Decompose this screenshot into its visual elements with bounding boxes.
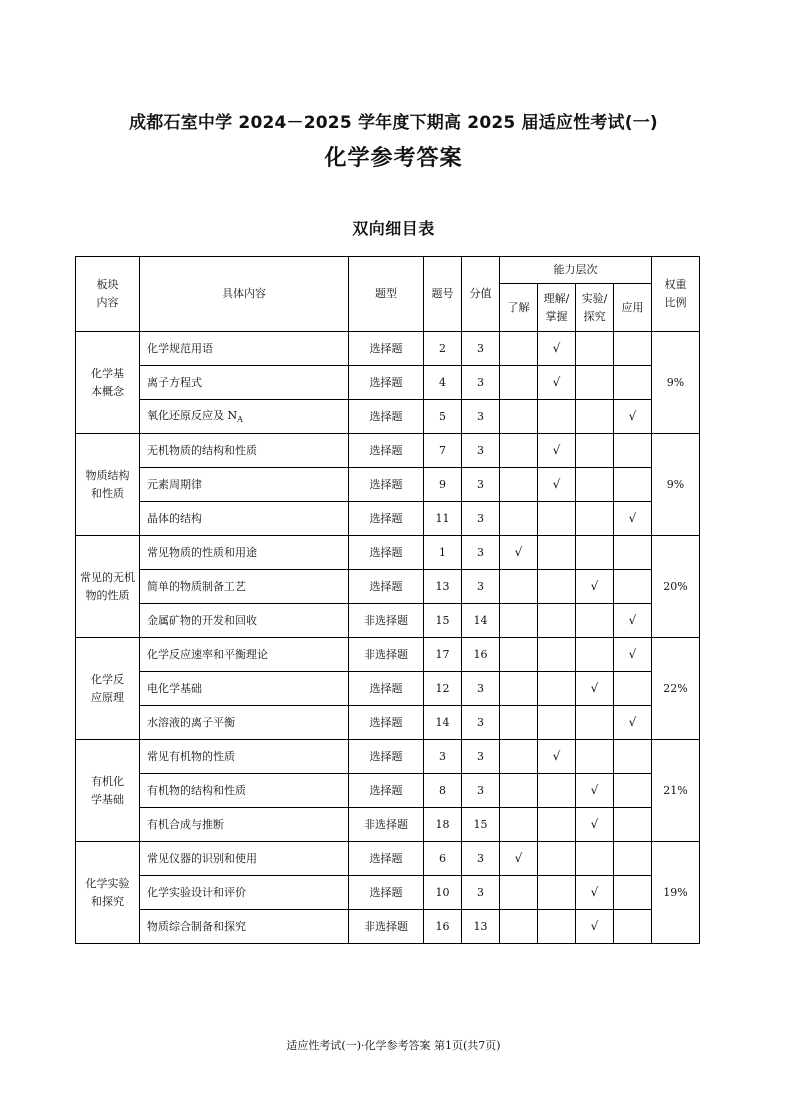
content-text: 常见仪器的识别和使用 [147, 851, 257, 865]
number-cell: 10 [424, 876, 462, 910]
level-cell [614, 808, 652, 842]
check-icon: √ [590, 782, 599, 797]
check-icon: √ [628, 612, 637, 627]
content-text: 简单的物质制备工艺 [147, 579, 246, 593]
number-cell: 13 [424, 570, 462, 604]
level-cell [576, 570, 614, 604]
check-icon: √ [552, 374, 561, 389]
table-body [76, 332, 700, 944]
weight-cell: 9% [652, 332, 700, 434]
number-cell: 17 [424, 638, 462, 672]
level-cell [614, 604, 652, 638]
level-cell [538, 910, 576, 944]
score-cell: 3 [462, 536, 500, 570]
level-cell [576, 468, 614, 502]
header-score: 分值 [462, 257, 500, 332]
weight-cell: 22% [652, 638, 700, 740]
table-row [76, 536, 700, 570]
content-text: 化学实验设计和评价 [147, 885, 246, 899]
level-cell [576, 706, 614, 740]
content-cell [140, 604, 349, 638]
level-cell [576, 400, 614, 434]
specification-table [75, 256, 700, 944]
content-text: 无机物质的结构和性质 [147, 443, 257, 457]
level-cell [500, 400, 538, 434]
number-cell: 7 [424, 434, 462, 468]
type-cell: 选择题 [349, 434, 424, 468]
table-row [76, 604, 700, 638]
level-cell [576, 910, 614, 944]
content-text: 元素周期律 [147, 477, 202, 491]
level-cell [538, 332, 576, 366]
level-cell [576, 604, 614, 638]
level-cell [576, 638, 614, 672]
type-cell: 非选择题 [349, 910, 424, 944]
content-cell [140, 332, 349, 366]
score-cell: 3 [462, 672, 500, 706]
check-icon: √ [552, 340, 561, 355]
level-cell [538, 638, 576, 672]
content-text: 物质综合制备和探究 [147, 919, 246, 933]
content-text: 化学反应速率和平衡理论 [147, 647, 268, 661]
check-icon: √ [552, 476, 561, 491]
score-cell: 14 [462, 604, 500, 638]
type-cell: 非选择题 [349, 638, 424, 672]
score-cell: 3 [462, 570, 500, 604]
type-cell: 选择题 [349, 740, 424, 774]
type-cell: 选择题 [349, 774, 424, 808]
header-level-master: 理解/ 掌握 [538, 284, 576, 332]
number-cell: 6 [424, 842, 462, 876]
content-cell [140, 468, 349, 502]
level-cell [614, 672, 652, 706]
score-cell: 3 [462, 876, 500, 910]
level-cell [538, 808, 576, 842]
level-cell [576, 536, 614, 570]
level-cell [614, 910, 652, 944]
level-cell [614, 332, 652, 366]
table-row [76, 740, 700, 774]
number-cell: 11 [424, 502, 462, 536]
table-row [76, 638, 700, 672]
check-icon: √ [590, 816, 599, 831]
level-cell [614, 400, 652, 434]
check-icon: √ [590, 680, 599, 695]
block-cell: 化学实验 和探究 [76, 842, 140, 944]
block-cell: 物质结构 和性质 [76, 434, 140, 536]
score-cell: 3 [462, 332, 500, 366]
number-cell: 5 [424, 400, 462, 434]
content-cell [140, 536, 349, 570]
level-cell [576, 842, 614, 876]
level-cell [576, 502, 614, 536]
check-icon: √ [628, 646, 637, 661]
content-text: 晶体的结构 [147, 511, 202, 525]
level-cell [576, 672, 614, 706]
level-cell [614, 536, 652, 570]
score-cell: 3 [462, 400, 500, 434]
check-icon: √ [590, 918, 599, 933]
type-cell: 选择题 [349, 570, 424, 604]
level-cell [614, 842, 652, 876]
level-cell [538, 502, 576, 536]
table-row [76, 434, 700, 468]
header-number: 题号 [424, 257, 462, 332]
content-cell [140, 434, 349, 468]
type-cell: 选择题 [349, 468, 424, 502]
level-cell [614, 706, 652, 740]
header-content: 具体内容 [140, 257, 349, 332]
level-cell [500, 638, 538, 672]
score-cell: 3 [462, 468, 500, 502]
exam-title: 成都石室中学 2024－2025 学年度下期高 2025 届适应性考试(一) [129, 113, 658, 133]
content-cell [140, 638, 349, 672]
number-cell: 3 [424, 740, 462, 774]
content-text: 有机物的结构和性质 [147, 783, 246, 797]
weight-cell: 21% [652, 740, 700, 842]
check-icon: √ [590, 578, 599, 593]
type-cell: 选择题 [349, 536, 424, 570]
level-cell [500, 740, 538, 774]
header-level-understand: 了解 [500, 284, 538, 332]
table-row [76, 502, 700, 536]
type-cell: 非选择题 [349, 604, 424, 638]
level-cell [576, 434, 614, 468]
type-cell: 选择题 [349, 876, 424, 910]
check-icon: √ [514, 850, 523, 865]
level-cell [576, 876, 614, 910]
level-cell [538, 774, 576, 808]
header-weight: 权重 比例 [652, 257, 700, 332]
header-level-experiment: 实验/ 探究 [576, 284, 614, 332]
level-cell [500, 672, 538, 706]
level-cell [538, 672, 576, 706]
content-text: 离子方程式 [147, 375, 202, 389]
level-cell [538, 876, 576, 910]
level-cell [500, 468, 538, 502]
type-cell: 选择题 [349, 332, 424, 366]
level-cell [500, 808, 538, 842]
level-cell [538, 536, 576, 570]
table-row [76, 910, 700, 944]
table-row [76, 672, 700, 706]
number-cell: 9 [424, 468, 462, 502]
table-row [76, 468, 700, 502]
level-cell [500, 706, 538, 740]
page-footer: 适应性考试(一)·化学参考答案 第1页(共7页) [286, 1039, 501, 1052]
table-row [76, 842, 700, 876]
number-cell: 14 [424, 706, 462, 740]
score-cell: 15 [462, 808, 500, 842]
header-ability: 能力层次 [500, 257, 652, 284]
level-cell [500, 910, 538, 944]
type-cell: 选择题 [349, 842, 424, 876]
table-row [76, 706, 700, 740]
type-cell: 选择题 [349, 366, 424, 400]
type-cell: 选择题 [349, 400, 424, 434]
level-cell [614, 876, 652, 910]
content-text: 常见有机物的性质 [147, 749, 235, 763]
level-cell [614, 740, 652, 774]
content-cell [140, 502, 349, 536]
header-block: 板块 内容 [76, 257, 140, 332]
table-row [76, 400, 700, 434]
number-cell: 18 [424, 808, 462, 842]
answer-title: 化学参考答案 [324, 146, 463, 171]
content-text: 氧化还原反应及 N [147, 408, 238, 422]
score-cell: 3 [462, 434, 500, 468]
table-row [76, 332, 700, 366]
level-cell [538, 570, 576, 604]
number-cell: 12 [424, 672, 462, 706]
type-cell: 选择题 [349, 502, 424, 536]
level-cell [538, 706, 576, 740]
level-cell [538, 400, 576, 434]
block-cell: 化学基 本概念 [76, 332, 140, 434]
level-cell [576, 740, 614, 774]
content-text: 电化学基础 [147, 681, 202, 695]
score-cell: 3 [462, 842, 500, 876]
level-cell [614, 366, 652, 400]
check-icon: √ [552, 748, 561, 763]
level-cell [500, 536, 538, 570]
level-cell [500, 842, 538, 876]
content-cell [140, 774, 349, 808]
type-cell: 选择题 [349, 672, 424, 706]
content-cell [140, 910, 349, 944]
level-cell [500, 434, 538, 468]
level-cell [500, 876, 538, 910]
level-cell [614, 570, 652, 604]
check-icon: √ [628, 510, 637, 525]
weight-cell: 9% [652, 434, 700, 536]
weight-cell: 20% [652, 536, 700, 638]
check-icon: √ [628, 408, 637, 423]
block-cell: 化学反 应原理 [76, 638, 140, 740]
content-cell [140, 876, 349, 910]
block-cell: 有机化 学基础 [76, 740, 140, 842]
number-cell: 16 [424, 910, 462, 944]
check-icon: √ [514, 544, 523, 559]
score-cell: 3 [462, 366, 500, 400]
level-cell [614, 468, 652, 502]
content-text: 水溶液的离子平衡 [147, 715, 235, 729]
number-cell: 1 [424, 536, 462, 570]
level-cell [538, 842, 576, 876]
score-cell: 3 [462, 740, 500, 774]
level-cell [576, 774, 614, 808]
content-cell [140, 740, 349, 774]
check-icon: √ [552, 442, 561, 457]
table-row [76, 366, 700, 400]
score-cell: 3 [462, 502, 500, 536]
number-cell: 4 [424, 366, 462, 400]
content-cell [140, 672, 349, 706]
level-cell [500, 366, 538, 400]
level-cell [500, 502, 538, 536]
level-cell [614, 434, 652, 468]
table-row [76, 808, 700, 842]
level-cell [500, 332, 538, 366]
content-cell [140, 842, 349, 876]
level-cell [614, 502, 652, 536]
number-cell: 15 [424, 604, 462, 638]
check-icon: √ [628, 714, 637, 729]
check-icon: √ [590, 884, 599, 899]
level-cell [576, 366, 614, 400]
level-cell [500, 570, 538, 604]
level-cell [538, 434, 576, 468]
content-text: 化学规范用语 [147, 341, 213, 355]
score-cell: 13 [462, 910, 500, 944]
score-cell: 16 [462, 638, 500, 672]
content-cell [140, 366, 349, 400]
level-cell [576, 332, 614, 366]
level-cell [614, 638, 652, 672]
content-cell [140, 706, 349, 740]
table-title: 双向细目表 [352, 219, 435, 238]
level-cell [500, 774, 538, 808]
table-row [76, 876, 700, 910]
table-row [76, 774, 700, 808]
level-cell [576, 808, 614, 842]
level-cell [538, 604, 576, 638]
number-cell: 8 [424, 774, 462, 808]
header-level-apply: 应用 [614, 284, 652, 332]
content-cell [140, 400, 349, 434]
score-cell: 3 [462, 774, 500, 808]
level-cell [538, 740, 576, 774]
weight-cell: 19% [652, 842, 700, 944]
content-subscript: A [237, 414, 243, 424]
score-cell: 3 [462, 706, 500, 740]
content-cell [140, 808, 349, 842]
level-cell [614, 774, 652, 808]
block-cell: 常见的无机 物的性质 [76, 536, 140, 638]
number-cell: 2 [424, 332, 462, 366]
level-cell [500, 604, 538, 638]
content-text: 常见物质的性质和用途 [147, 545, 257, 559]
content-text: 有机合成与推断 [147, 817, 224, 831]
table-row [76, 570, 700, 604]
level-cell [538, 366, 576, 400]
level-cell [538, 468, 576, 502]
type-cell: 选择题 [349, 706, 424, 740]
content-cell [140, 570, 349, 604]
content-text: 金属矿物的开发和回收 [147, 613, 257, 627]
header-type: 题型 [349, 257, 424, 332]
type-cell: 非选择题 [349, 808, 424, 842]
